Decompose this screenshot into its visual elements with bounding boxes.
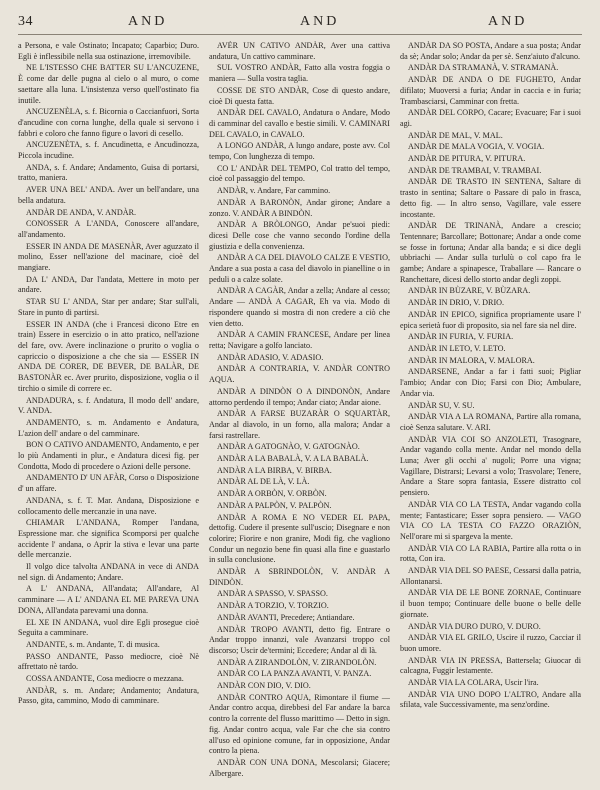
dictionary-entry: ANDÀR VIA UNO DOPO L'ALTRO, Andare alla sfilata, vale Successivamente, ma senz'ordine. bbox=[400, 689, 581, 710]
dictionary-entry: CONOSSER A L'ANDA, Conoscere all'andare, all'andamento. bbox=[18, 219, 199, 239]
dictionary-entry: COSSE DE STO ANDÀR, Cose di questo andare, cioè Di questa fatta. bbox=[209, 85, 390, 106]
dictionary-entry: ANDÀR A SBRINDOLÒN, V. ANDÀR A DINDÒN. bbox=[209, 567, 390, 587]
dictionary-entry: ANDÀR A ROMA E NO VEDER EL PAPA, dettofig. Cudere il presente sull'uscio; Disegnare e non colorire; Fiorire e non granire, Modi fig. che vagliono Condur un negozio bene fin quasi alla fine e guastarlo in sulla conclusione. bbox=[209, 512, 390, 565]
dictionary-entry: BON O CATIVO ANDAMENTO, Andamento, e per lo più Andamenti in plur., e Andatura dicesi fig. per Condotta, Modo di procedere o Azioni delle persone. bbox=[18, 440, 199, 471]
dictionary-entry: ESSER IN ANDA DE MASENÀR, Aver aguzzato il molino, Esser nell'azione del macinare, cioè del mangiare. bbox=[18, 241, 199, 273]
dictionary-entry: ANDÀR VIA DURO DURO, V. DURO. bbox=[408, 621, 541, 631]
dictionary-entry: ANDÀR ADASIO, V. ADASIO. bbox=[217, 352, 324, 362]
dictionary-entry: ANDÀR CONTRO AQUA, Rimontare il fiume — Andar contro acqua, direbbesi del Far andare la barca contro la corrente del flusso marittimo — Detto in sign. fig. Andar contro acqua, vale Far che che sia contro all'uso ed opinione comune, far in opposizione, Andar contro la piena. bbox=[209, 692, 390, 756]
dictionary-entry: ANDÀR VIA DE LE BONE ZORNAE, Continuare il buon tempo; Continuare delle buone o belle delle giornate. bbox=[400, 588, 581, 619]
dictionary-entry: ANDÀR VIA CO LA RABIA, Partire alla rotta o in rotta, Con ira. bbox=[400, 543, 581, 564]
dictionary-entry: ANDÀR TROPO AVANTI, detto fig. Entrare o Andar troppo innanzi, vale Avanzarsi troppo col discorso; Uscir de'termini; Eccedere; Andar al di là. bbox=[209, 624, 390, 655]
dictionary-entry: ANDÀR IN MALORA, V. MALORA. bbox=[408, 355, 535, 365]
column-headword-1: AND bbox=[128, 14, 168, 29]
dictionary-entry: ANDÀR VIA A LA ROMANA, Partire alla romana, cioè Senza salutare. V. ARI. bbox=[400, 412, 581, 432]
dictionary-entry: ANDÀR, s. m. Andare; Andamento; Andatura, Passo, gita, cammino, Modo di camminare. bbox=[18, 685, 199, 706]
dictionary-entry: ANCUZENÈTA, s. f. Ancudinetta, e Ancudinozza, Piccola incudine. bbox=[18, 140, 199, 161]
dictionary-entry: ANDÀR A CAGÀR, Andar a zella; Andare al cesso; Andare — ANDÀ A CAGAR, Eh va via. Modo di rispondere quando si mostra di non credere a ciò che vien detto. bbox=[209, 286, 390, 328]
column-1 bbox=[18, 41, 199, 781]
dictionary-entry: ANDÀR CON DIO, V. DIO. bbox=[217, 681, 311, 691]
dictionary-entry: ANDÀR DE PITURA, V. PITURA. bbox=[408, 154, 526, 164]
dictionary-entry: ANDAMENTO D' UN AFÀR, Corso o Disposizione d' un affare. bbox=[18, 473, 199, 494]
dictionary-entry: ANDÀR A FARSE BUZARÀR O SQUARTÀR, Andar al diavolo, in un forno, alla malora; Andar a farsi rastrellare. bbox=[209, 409, 390, 440]
dictionary-entry: PASSO ANDANTE, Passo mediocre, cioè Nè affrettato nè tardo. bbox=[18, 651, 199, 672]
dictionary-entry: ANDAMENTO, s. m. Andamento e Andatura, L'azion dell' andare o del camminare. bbox=[18, 417, 199, 438]
dictionary-entry: ANDÀR A LA BABALÀ, V. A LA BABALÀ. bbox=[217, 454, 369, 464]
dictionary-entry: A LONGO ANDÀR, A lungo andare, poste avv. Col tempo, Con lunghezza di tempo. bbox=[209, 141, 390, 162]
dictionary-entry: NE L'ISTESSO CHE BATTER SU L'ANCUZENE, È come dar delle pugna al cielo o al muro, o come saettare alla luna. L'insistenza verso quell'ostinato fia inutile. bbox=[18, 63, 199, 105]
dictionary-entry: ANDÀR A ORBÒN, V. ORBÒN. bbox=[217, 489, 327, 499]
dictionary-entry: ANDÀR IN EPICO, significa propriamente usare l' epica serietà fuor di proposito, sia nel fare sia nel dire. bbox=[400, 309, 581, 330]
dictionary-entry: A L' ANDANA, All'andata; All'andare, Al camminare — A L' ANDANA EL ME PAREVA UNA DONA, All'andata parevami una donna. bbox=[18, 584, 199, 615]
dictionary-entry: ANDA, s. f. Andare; Andamento, Guisa di portarsi, tratto, maniera. bbox=[18, 162, 199, 183]
dictionary-entry: ANDÀR DA STRAMANÀ, V. STRAMANÀ. bbox=[408, 63, 559, 73]
dictionary-entry: ANCUZENÈLA, s. f. Bicornia o Caccianfuori, Sorta d'ancudine con corna lunghe, della quale si servono i fabbri e coloro che fanno figure o lavori di cesello. bbox=[18, 107, 199, 138]
dictionary-entry: CHIAMAR L'ANDANA, Romper l'andana, Espressione mar. che significa Scomporsi per qualche accidente l' andana, o Aprir la stiva e levar una parte delle mercanzie. bbox=[18, 518, 199, 560]
dictionary-entry: ANDÀR DEL CAVALO, Andatura o Andare, Modo di camminar del cavallo e bestie simili. V. CAMINARI DEL CAVALO, in CAVALO. bbox=[209, 108, 390, 139]
dictionary-entry: DA L' ANDA, Dar l'andata, Mettere in moto per andare. bbox=[18, 274, 199, 295]
dictionary-entry: STAR SU L' ANDA, Star per andare; Star sull'ali, Stare in punto di partirsi. bbox=[18, 297, 199, 317]
running-header bbox=[18, 12, 582, 35]
dictionary-entry: ANDÀR CO LA PANZA AVANTI, V. PANZA. bbox=[217, 669, 372, 679]
dictionary-entry: ANDÀR DE MAL, V. MAL. bbox=[408, 130, 503, 140]
dictionary-entry: ANDÀR A ZIRANDOLÒN, V. ZIRANDOLÒN. bbox=[217, 657, 377, 667]
dictionary-entry: ANDÀR VIA EL GRILO, Uscire il ruzzo, Cacciar il buon umore. bbox=[400, 633, 581, 653]
dictionary-entry: ANDÀR A GATOGNÀO, V. GATOGNÀO. bbox=[217, 442, 360, 452]
dictionary-entry: AVER UNA BEL' ANDA. Aver un bell'andare, una bella andatura. bbox=[18, 185, 199, 205]
dictionary-entry: ANDÀR IN BÙZARE, V. BÙZARA. bbox=[408, 286, 531, 296]
column-2 bbox=[209, 41, 390, 781]
text-columns bbox=[18, 41, 582, 781]
dictionary-entry: ANDÀR A CAMIN FRANCESE, Andare per linea retta; Navigare a golfo lanciato. bbox=[209, 330, 390, 350]
dictionary-entry: EL XE IN ANDANA, vuol dire Egli prosegue cioè Seguita a camminare. bbox=[18, 617, 199, 638]
dictionary-entry: ANDÀR IN DRIO, V. DRIO. bbox=[408, 298, 505, 308]
dictionary-entry: ANDÀR A PALPÒN, V. PALPÒN. bbox=[217, 500, 332, 510]
dictionary-entry: ANDÀR AVANTI, Precedere; Antiandare. bbox=[217, 612, 355, 622]
column-3 bbox=[400, 41, 581, 781]
dictionary-entry: ANDÀR A CA DEL DIAVOLO CALZE E VESTIO, Andare a sua posta a casa del diavolo in pianelline o in peduli o a calze solate. bbox=[209, 253, 390, 284]
dictionary-entry: ANDÀR, v. Andare, Far cammino. bbox=[217, 186, 331, 196]
dictionary-entry: AVÈR UN CATIVO ANDÀR, Aver una cattiva andatura, Un cattivo camminare. bbox=[209, 41, 390, 61]
column-headword-3: AND bbox=[488, 14, 528, 29]
dictionary-entry: ANDÀR IN FURIA, V. FURIA. bbox=[408, 332, 514, 342]
dictionary-entry: ANDÀR DE ANDA O DE FUGHETO, Andar difilato; Muoversi a furia; Andar in caccia e in furia; Trambasciarsi, Camminar con fretta. bbox=[400, 75, 581, 106]
dictionary-entry: ANDÀR SU, V. SU. bbox=[408, 400, 475, 410]
dictionary-entry: ANDÀR A CONTRARIA, V. ANDÀR CONTRO AQUA. bbox=[209, 364, 390, 385]
dictionary-entry: ANDÀR VIA DEL SO PAESE, Cessarsi dalla patria, Allontanarsi. bbox=[400, 566, 581, 586]
dictionary-entry: ANDÀR DE TRINANÀ, Andare a crescio; Tentennare; Barcollare; Bottonare; Andar a onde come se fosse in fortuna; Andar alla banda; e si dice degli ubbriachi — Andar sulla turlulù o col capo fra le gambe; Andare a spinapesce, Traballare — Rancare o Ranchettare, dicesi dello storto andar degli zoppi. bbox=[400, 221, 581, 284]
dictionary-entry: ANDÀR A BARONÒN, Andar girone; Andare a zonzo. V. ANDÀR A BINDÒN. bbox=[209, 197, 390, 218]
dictionary-entry: ANDARSENE, Andar a far i fatti suoi; Pigliar l'ambio; Andar con Dio; Farsi con Dio; Ambulare, Andar via. bbox=[400, 367, 581, 398]
dictionary-entry: ANDÀR DE TRAMBAI, V. TRAMBAI. bbox=[408, 165, 542, 175]
dictionary-entry: ANDÀR VIA LA COLARA, Uscir l'ira. bbox=[408, 678, 539, 688]
dictionary-entry: ANDÀR DE TRASTO IN SENTENA, Saltare di trasto in sentina; Saltare o Passare di palo in frasca, detto fig. — In altro senso, Vagillare, vale essere incostante. bbox=[400, 177, 581, 219]
dictionary-entry: ANDÀR VIA IN PRESSA, Battersela; Giuocar di calcagna, Fuggir lestamente. bbox=[400, 655, 581, 676]
dictionary-entry: ANDÀR CON UNA DONA, Mescolarsi; Giacere; Albergare. bbox=[209, 758, 390, 778]
dictionary-entry: Il volgo dice talvolta ANDANA in vece di ANDA nel sign. di Andamento; Andare. bbox=[18, 562, 199, 582]
dictionary-entry: ANDÀR DA SO POSTA, Andare a sua posta; Andar da sè; Andar solo; Andar da per sè. Senz'aiuto d'alcuno. bbox=[400, 41, 581, 61]
dictionary-entry: CO L' ANDÀR DEL TEMPO, Col tratto del tempo, cioè col passaggio del tempo. bbox=[209, 163, 390, 184]
dictionary-entry: ANDÀR VIA COI SO ANZOLETI, Trasognare, Andar vagando colla mente. Andar nel mondo della Luna; Aver gli occhi a' nugoli; Porre una vigna; Vagillare, Distrarsi; Levarsi a volo; Trasvolare; Tenere, Andare a Stare sopra fantasia, Essere distratto col pensiero. bbox=[400, 434, 581, 498]
dictionary-entry: ANDÀR DE ANDA, V. ANDÀR. bbox=[26, 207, 137, 217]
dictionary-entry: ANDÀR A LA BIRBA, V. BIRBA. bbox=[217, 465, 332, 475]
dictionary-entry: ANDÀR IN LETO, V. LETO. bbox=[408, 343, 506, 353]
dictionary-entry: ANDÀR DE MALA VOGIA, V. VOGIA. bbox=[408, 142, 545, 152]
dictionary-entry: SUL VOSTRO ANDÀR, Fatto alla vostra foggia o maniera — Sulla vostra taglia. bbox=[209, 63, 390, 84]
dictionary-entry: a Persona, e vale Ostinato; Incapato; Caparbio; Duro. Egli è inflessibile nella sua ostinazione, irremovibile. bbox=[18, 41, 199, 61]
page-number: 34 bbox=[18, 14, 33, 29]
column-headword-2: AND bbox=[300, 14, 340, 29]
dictionary-entry: ANDÀR A TORZIO, V. TORZIO. bbox=[217, 601, 329, 611]
dictionary-entry: ANDÀR AL DE LÀ, V. LÀ. bbox=[217, 477, 310, 487]
dictionary-entry: ANDÀR A DINDÒN O A DINDONÒN, Andare attorno perdendo il tempo; Andar ciato; Andar aione. bbox=[209, 386, 390, 407]
dictionary-entry: ANDÀR VIA CO LA TESTA, Andar vagando colla mente; Fantasticare; Esser sopra pensiero. — VAGO VIA CO LA TESTA CO FAZZO ORAZIÒN, Nell'orare mi si spargeva la mente. bbox=[400, 499, 581, 541]
dictionary-entry: ANDÀR A SPASSO, V. SPASSO. bbox=[217, 589, 328, 599]
dictionary-entry: ANDANA, s. f. T. Mar. Andana, Disposizione e collocamento delle mercanzie in una nave. bbox=[18, 495, 199, 516]
dictionary-entry: ANDÀR A BRÒLONGO, Andar pe'suoi piedi: dicesi Delle cose che vanno secondo l'ordine della giustizia e della convenienza. bbox=[209, 220, 390, 251]
dictionary-entry: ANDANTE, s. m. Andante, T. di musica. bbox=[26, 639, 160, 649]
dictionary-entry: ESSER IN ANDA (che i Francesi dicono Etre en train) Essere in esercizio o in atto pratico, nell'azione del fare, ovv. Avere inclinazione o prurito o voglia o capriccio o disposizione a che che sia — ESSER IN ANDA DE CORER, DE BEVER, DE BALÀR, DE BASTONÀR ec. Aver prurito, disposizione, voglia o il tirchio o simile di correre ec. bbox=[18, 319, 199, 393]
dictionary-entry: ANDÀR DEL CORPO, Cacare; Evacuare; Far i suoi agi. bbox=[400, 108, 581, 128]
dictionary-entry: ANDADURA, s. f. Andatura, Il modo dell' andare, V. ANDA. bbox=[18, 395, 199, 416]
dictionary-entry: COSSA ANDANTE, Cosa mediocre o mezzana. bbox=[26, 674, 184, 684]
